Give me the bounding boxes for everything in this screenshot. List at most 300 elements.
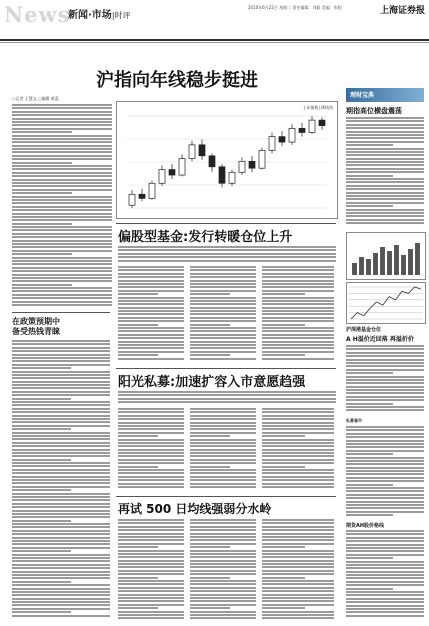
text-line [12,209,112,211]
text-line [118,246,336,248]
text-line [190,566,256,568]
text-line [190,583,256,585]
text-line [12,581,71,583]
text-line [12,145,112,147]
text-line [12,455,110,457]
text-line [190,486,256,488]
text-line [346,504,424,506]
sidebar-bar-chart [346,232,426,280]
text-line [12,543,110,545]
text-line [262,583,334,585]
text-line [12,550,71,552]
text-line [12,442,110,444]
text-line [346,219,424,221]
text-line [262,476,334,478]
text-line [346,158,424,160]
text-line [12,189,112,191]
text-line [118,483,184,485]
text-line [12,151,112,153]
text-line [346,480,424,482]
candle-body [319,120,325,125]
candle-body [289,128,295,142]
text-line [190,519,256,521]
text-line [118,418,184,420]
text-line [118,594,184,596]
text-line [346,192,424,194]
text-line [262,351,334,353]
text-line [118,327,184,329]
text-line [262,317,334,319]
text-line [346,598,424,600]
text-line [118,266,184,268]
text-line [190,300,256,302]
bottom-body-col-3 [262,519,334,621]
text-line [12,584,110,586]
header-rule-thin [0,42,429,43]
text-line [12,479,110,481]
text-line [12,391,110,393]
text-line [118,529,184,531]
text-line [262,290,334,292]
text-line [190,587,256,589]
text-line [118,459,184,461]
text-line [346,436,424,438]
text-line [12,192,72,194]
text-line [12,240,112,242]
text-line [190,293,230,295]
text-line [346,484,393,486]
bar [387,251,392,275]
text-line [12,394,110,396]
text-line [262,327,334,329]
sidebar-title-1: 期指高位横盘震荡 [346,107,402,115]
candle-body [179,159,185,175]
text-line [118,583,184,585]
text-line [190,476,256,478]
text-line [346,409,424,411]
bottom-body-col-1 [118,519,184,621]
text-line [118,476,184,478]
text-line [190,611,256,613]
text-line [262,293,305,295]
text-line [262,432,334,434]
text-line [118,293,158,295]
text-line [346,386,424,388]
text-line [12,243,112,245]
text-line [12,591,110,593]
text-line [12,114,112,116]
text-line [190,411,256,413]
text-line [346,406,424,408]
text-line [118,354,158,356]
text-line [12,253,72,255]
text-line [262,347,334,349]
text-line [190,452,256,454]
text-line [346,202,424,204]
text-line [190,459,256,461]
text-line [190,324,230,326]
text-line [190,580,256,582]
text-line [262,611,334,613]
text-line [12,179,112,181]
text-line [190,563,256,565]
text-line [12,469,110,471]
text-line [118,577,158,579]
text-line [12,459,71,461]
candle-body [299,128,305,132]
text-line [118,297,184,299]
text-line [118,550,184,552]
text-line [190,408,256,410]
text-line [262,297,334,299]
bar [366,259,371,275]
text-line [12,574,110,576]
candle-body [309,120,315,132]
bar [380,247,385,275]
text-line [262,276,334,278]
text-line [118,398,336,400]
text-line [12,567,110,569]
text-line [12,246,112,248]
text-line [346,487,424,489]
text-line [262,536,334,538]
text-line [190,330,256,332]
text-line [12,516,110,518]
text-line [12,547,110,549]
text-line [262,334,334,336]
text-line [262,529,334,531]
text-line [12,611,71,613]
text-line [346,137,424,139]
text-line [190,600,256,602]
text-line [12,172,112,174]
text-line [12,118,112,120]
text-line [12,499,110,501]
text-line [262,614,334,616]
text-line [346,120,424,122]
text-line [262,283,334,285]
text-line [262,466,305,468]
text-line [118,313,184,315]
text-line [346,460,424,462]
text-line [12,155,112,157]
text-line [118,526,184,528]
text-line [12,540,110,542]
text-line [118,344,184,346]
text-line [12,135,112,137]
text-line [190,604,256,606]
text-line [346,362,424,364]
text-line [190,617,256,619]
sidebar-title-2: 沪深港基金仓位 [346,327,382,333]
text-line [190,290,256,292]
text-line [12,449,110,451]
text-line [118,560,184,562]
text-line [12,360,110,362]
text-line [346,450,424,452]
text-line [262,313,334,315]
text-line [190,466,230,468]
text-line [12,290,112,292]
text-line [190,594,256,596]
text-line [12,343,110,345]
text-line [346,389,424,391]
text-line [190,573,256,575]
text-line [190,529,256,531]
text-line [346,507,424,509]
text-line [346,396,424,398]
private-body-col-1 [118,408,184,489]
text-line [118,570,184,572]
text-line [12,571,110,573]
text-line [262,617,334,619]
text-line [118,425,184,427]
text-line [190,415,256,417]
text-line [12,257,112,259]
text-line [118,536,184,538]
text-line [118,604,184,606]
text-line [118,587,184,589]
text-line [12,294,112,296]
text-line [12,175,112,177]
text-line [346,171,424,173]
text-line [12,267,112,269]
text-line [190,479,256,481]
text-line [12,615,110,617]
text-line [12,398,71,400]
text-line [12,588,110,590]
candle-body [159,170,165,184]
text-line [12,526,110,528]
text-line [262,600,334,602]
text-line [118,330,184,332]
text-line [346,615,424,617]
text-line [262,472,334,474]
text-line [346,198,424,200]
text-line [346,567,424,569]
text-line [12,415,110,417]
text-line [262,320,334,322]
bar-svg [347,233,425,279]
fund-body-col-1 [118,266,184,361]
candle-body [149,183,155,198]
text-line [190,577,230,579]
text-line [12,185,112,187]
sidebar-body-1 [346,117,424,226]
text-line [118,462,184,464]
text-line [262,597,334,599]
text-line [118,415,184,417]
left-story-body [12,340,110,618]
text-line [12,121,112,123]
private-body-col-3 [262,408,334,489]
text-line [346,215,424,217]
text-line [346,429,424,431]
newspaper-brand: 上海证券报 [380,6,426,16]
text-line [346,382,424,384]
text-line [346,392,424,394]
text-line [190,273,256,275]
text-line [346,365,424,367]
text-line [190,483,256,485]
text-line [118,539,184,541]
text-line [12,226,112,228]
text-line [346,212,424,214]
text-line [118,341,184,343]
text-line [118,320,184,322]
text-line [262,573,334,575]
text-line [346,611,424,613]
text-line [118,573,184,575]
text-line [346,544,424,546]
text-line [190,266,256,268]
text-line [262,435,305,437]
text-line [262,556,334,558]
fund-body-col-3 [262,266,334,361]
text-line [262,344,334,346]
text-line [118,466,158,468]
text-line [346,584,424,586]
sidebar-body-4 [346,530,424,618]
text-line [346,577,424,579]
text-line [118,334,184,336]
sidebar-title-3: A H溢价近回落 再溢折价 [346,336,414,343]
text-line [346,175,393,177]
private-lead [118,391,336,405]
text-line [12,601,110,603]
text-line [346,463,424,465]
text-line [12,182,112,184]
text-line [12,452,110,454]
text-line [190,533,256,535]
text-line [346,550,424,552]
text-line [190,320,256,322]
text-line [12,489,71,491]
text-line [262,522,334,524]
text-line [262,607,305,609]
text-line [12,280,112,282]
text-line [12,165,112,167]
text-line [190,560,256,562]
text-line [12,158,112,160]
text-line [12,202,112,204]
text-line [118,617,184,619]
text-line [346,561,424,563]
text-line [346,345,424,347]
text-line [118,303,184,305]
text-line [190,432,256,434]
text-line [262,483,334,485]
text-line [262,330,334,332]
text-line [12,523,110,525]
text-line [190,327,256,329]
text-line [346,564,424,566]
text-line [118,445,184,447]
text-line [118,469,184,471]
text-line [12,604,110,606]
text-line [190,553,256,555]
text-line [12,557,110,559]
text-line [190,590,256,592]
text-line [346,127,424,129]
text-line [190,455,256,457]
text-line [12,340,110,342]
text-line [262,479,334,481]
text-line [12,213,112,215]
text-line [190,536,256,538]
text-line [262,604,334,606]
text-line [262,469,334,471]
text-line [12,384,110,386]
text-line [262,459,334,461]
text-line [12,404,110,406]
text-line [262,358,334,360]
text-line [346,537,424,539]
text-line [190,526,256,528]
text-line [118,394,336,396]
text-line [346,372,393,374]
text-line [118,269,184,271]
text-line [262,533,334,535]
text-line [262,266,334,268]
text-line [12,425,110,427]
text-line [118,580,184,582]
text-line [12,111,112,113]
text-line [118,351,184,353]
text-line [12,598,110,600]
text-line [262,439,334,441]
text-line [118,347,184,349]
text-line [346,554,424,556]
text-line [262,550,334,552]
text-line [12,608,110,610]
left-story-rule [12,312,110,313]
text-line [12,381,110,383]
text-line [118,563,184,565]
text-line [262,519,334,521]
text-line [346,148,424,150]
text-line [190,462,256,464]
text-line [346,185,424,187]
text-line [12,263,112,265]
text-line [12,537,110,539]
text-line [118,600,184,602]
text-line [262,341,334,343]
text-line [262,543,334,545]
text-line [346,117,424,119]
text-line [346,457,424,459]
text-line [190,472,256,474]
text-line [190,425,256,427]
text-line [346,168,424,170]
text-line [190,539,256,541]
text-line [262,486,334,488]
text-line [346,178,424,180]
left-headline: 在政策预期中 [12,317,60,326]
bar [415,243,420,275]
text-line [12,445,110,447]
text-line [346,359,424,361]
candle-body [129,194,135,205]
text-line [346,379,424,381]
text-line [190,358,256,360]
text-line [346,608,424,610]
text-line [346,453,393,455]
text-line [262,307,334,309]
text-line [262,566,334,568]
trend-line [351,287,421,319]
text-line [262,310,334,312]
